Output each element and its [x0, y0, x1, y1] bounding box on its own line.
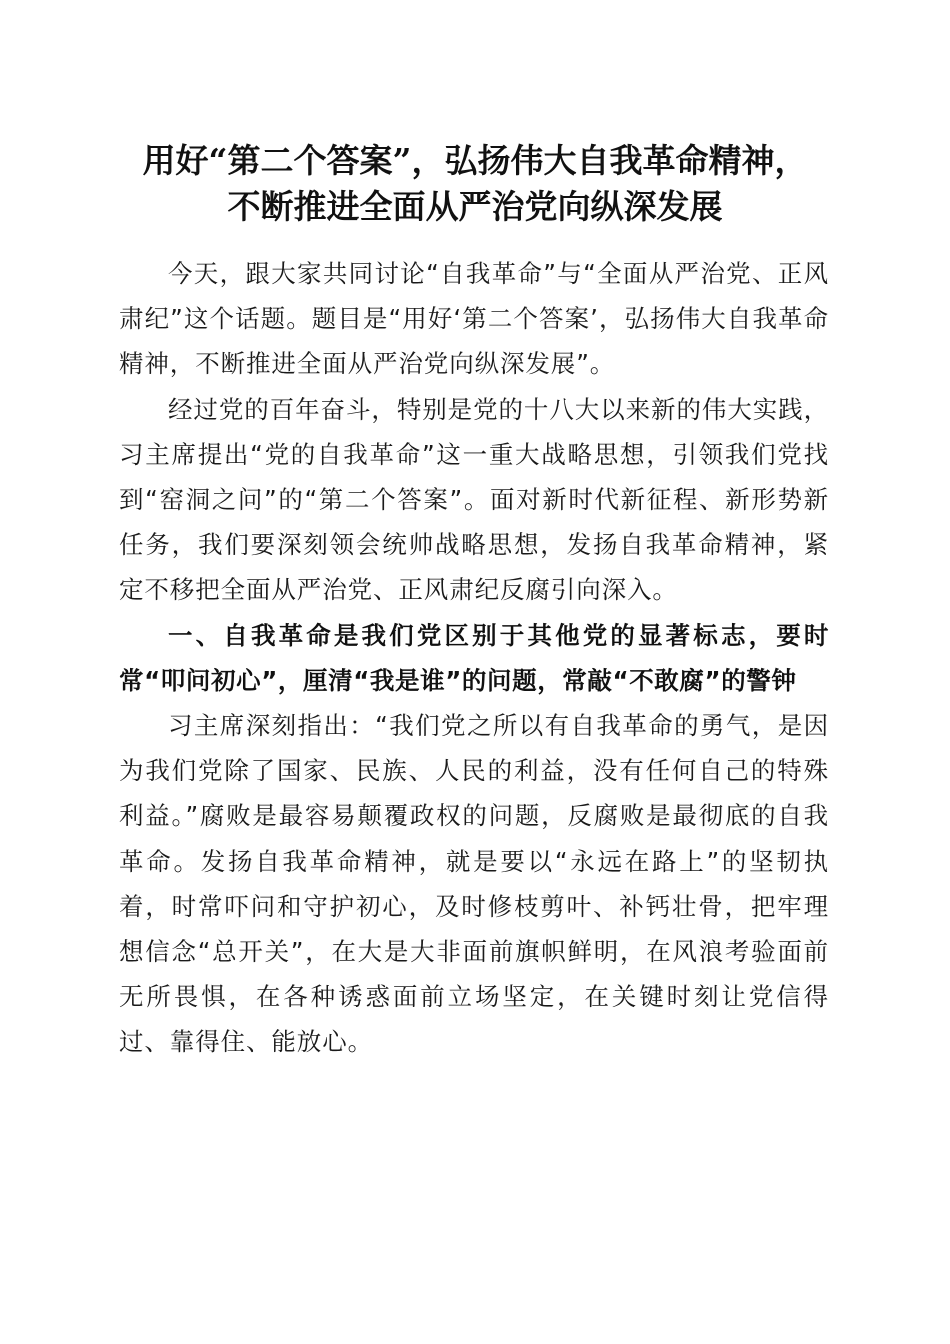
section-heading-1: 一、自我革命是我们党区别于其他党的显著标志，要时常“叩问初心”，厘清“我是谁”的问题，常敲“不敢腐”的警钟 [119, 620, 829, 695]
paragraph-section-1: 习主席深刻指出：“我们党之所以有自我革命的勇气，是因为我们党除了国家、民族、人民的利益，没有任何自己的特殊利益。”腐败是最容易颠覆政权的问题，反腐败是最彻底的自我革命。发扬自我革命精神，就是要以“永远在路上”的坚韧执着，时常吓问和守护初心，及时修枝剪叶、补钙壮骨，把牢理想信念“总开关”，在大是大非面前旗帜鲜明，在风浪考验面前无所畏惧，在各种诱惑面前立场坚定，在关键时刻让党信得过、靠得住、能放心。 [119, 711, 829, 1057]
title-line-2: 不断推进全面从严治党向纵深发展 [227, 187, 723, 226]
title-line-1: 用好“第二个答案”，弘扬伟大自我革命精神， [142, 141, 808, 180]
paragraph-intro: 今天，跟大家共同讨论“自我革命”与“全面从严治党、正风肃纪”这个话题。题目是“用好‘第二个答案’，弘扬伟大自我革命精神，不断推进全面从严治党向纵深发展”。 [119, 259, 829, 379]
paragraph-background: 经过党的百年奋斗，特别是党的十八大以来新的伟大实践，习主席提出“党的自我革命”这一重大战略思想，引领我们党找到“窑洞之问”的“第二个答案”。面对新时代新征程、新形势新任务，我们要深刻领会统帅战略思想，发扬自我革命精神，紧定不移把全面从严治党、正风肃纪反腐引向深入。 [119, 394, 829, 605]
document-title [100, 138, 850, 230]
document-body [119, 251, 829, 1065]
